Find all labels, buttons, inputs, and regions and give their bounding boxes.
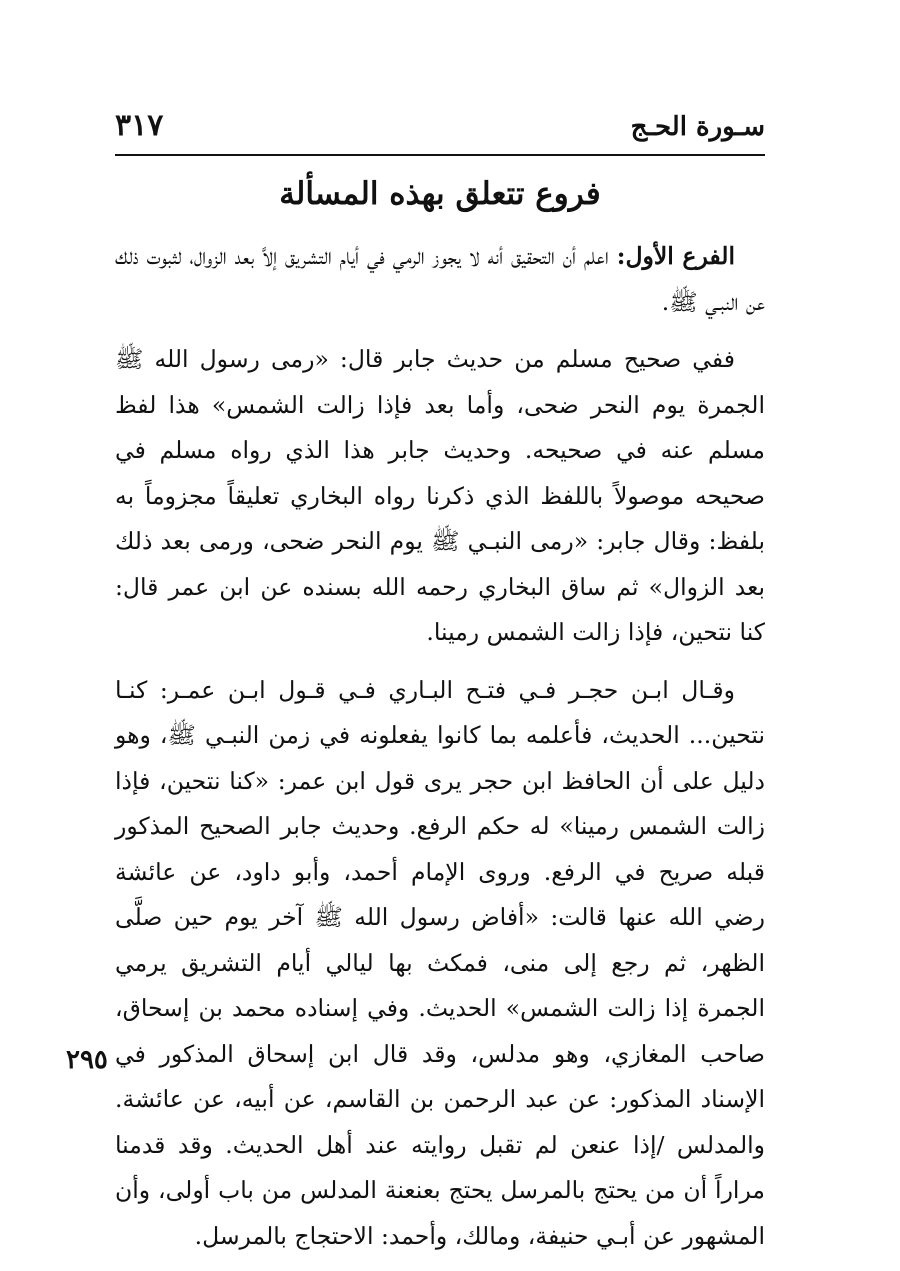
paragraph-3: وقـال ابـن حجـر فـي فتـح البـاري فـي قـول ابـن عمـر: كنـا نتحين... الحديث، فأعلمه بما كانوا يفعلونه في زمن النبـي ﷺ، وهو دليل على أن الحافظ ابن حجر يرى قول ابن عمر: «كنا نتحين، فإذا زالت الشمس رمينا» له حكم الرفع. وحديث جابر الصحيح المذكور قبله صريح في الرفع. وروى الإمام أحمد، وأبو داود، عن عائشة رضي الله عنها قالت: «أفاض رسول الله ﷺ آخر يوم حين صلَّى الظهر، ثم رجع إلى منى، فمكث بها ليالي أيام التشريق يرمي الجمرة إذا زالت الشمس» الحديث. وفي إسناده محمد بن إسحاق، صاحب المغازي، وهو مدلس، وقد قال ابن إسحاق المذكور في الإسناد المذكور: عن عبد الرحمن بن القاسم، عن أبيه، عن عائشة. والمدلس /إذا عنعن لم تقبل روايته عند أهل الحديث. وقد قدمنا مراراً أن من يحتج بالمرسل يحتج بعنعنة المدلس من باب أولى، وأن المشهور عن أبـي حنيفة، ومالك، وأحمد: الاحتجاج بالمرسل. (115, 675, 765, 1250)
page-header (115, 108, 765, 156)
paragraph-1-text: اعلم أن التحقيق أنه لا يجوز الرمي في أيام التشريق إلاَّ بعد الزوال، لثبوت ذلك عن النبـي ﷺ. (115, 242, 765, 316)
paragraph-1 (115, 234, 765, 325)
paragraph-2: ففي صحيح مسلم من حديث جابر قال: «رمى رسول الله ﷺ الجمرة يوم النحر ضحى، وأما بعد فإذا زالت الشمس» هذا لفظ مسلم عنه في صحيحه. وحديث جابر هذا الذي رواه مسلم في صحيحه موصولاً باللفظ الذي ذكرنا رواه البخاري تعليقاً مجزوماً به بلفظ: وقال جابر: «رمى النبـي ﷺ يوم النحر ضحى، ورمى بعد ذلك بعد الزوال» ثم ساق البخاري رحمه الله بسنده عن ابن عمر قال: كنا نتحين، فإذا زالت الشمس رمينا. (115, 345, 765, 646)
page-number: ٣١٧ (115, 108, 164, 143)
header-rule (115, 154, 765, 156)
section-heading: فروع تتعلق بهذه المسألة (279, 176, 601, 212)
margin-page-reference: ٢٩٥ (66, 1045, 108, 1075)
body-text (115, 234, 765, 1271)
chapter-title: سـورة الحـج (630, 112, 765, 142)
paragraph-1-lead: الفرع الأول: (616, 242, 735, 270)
